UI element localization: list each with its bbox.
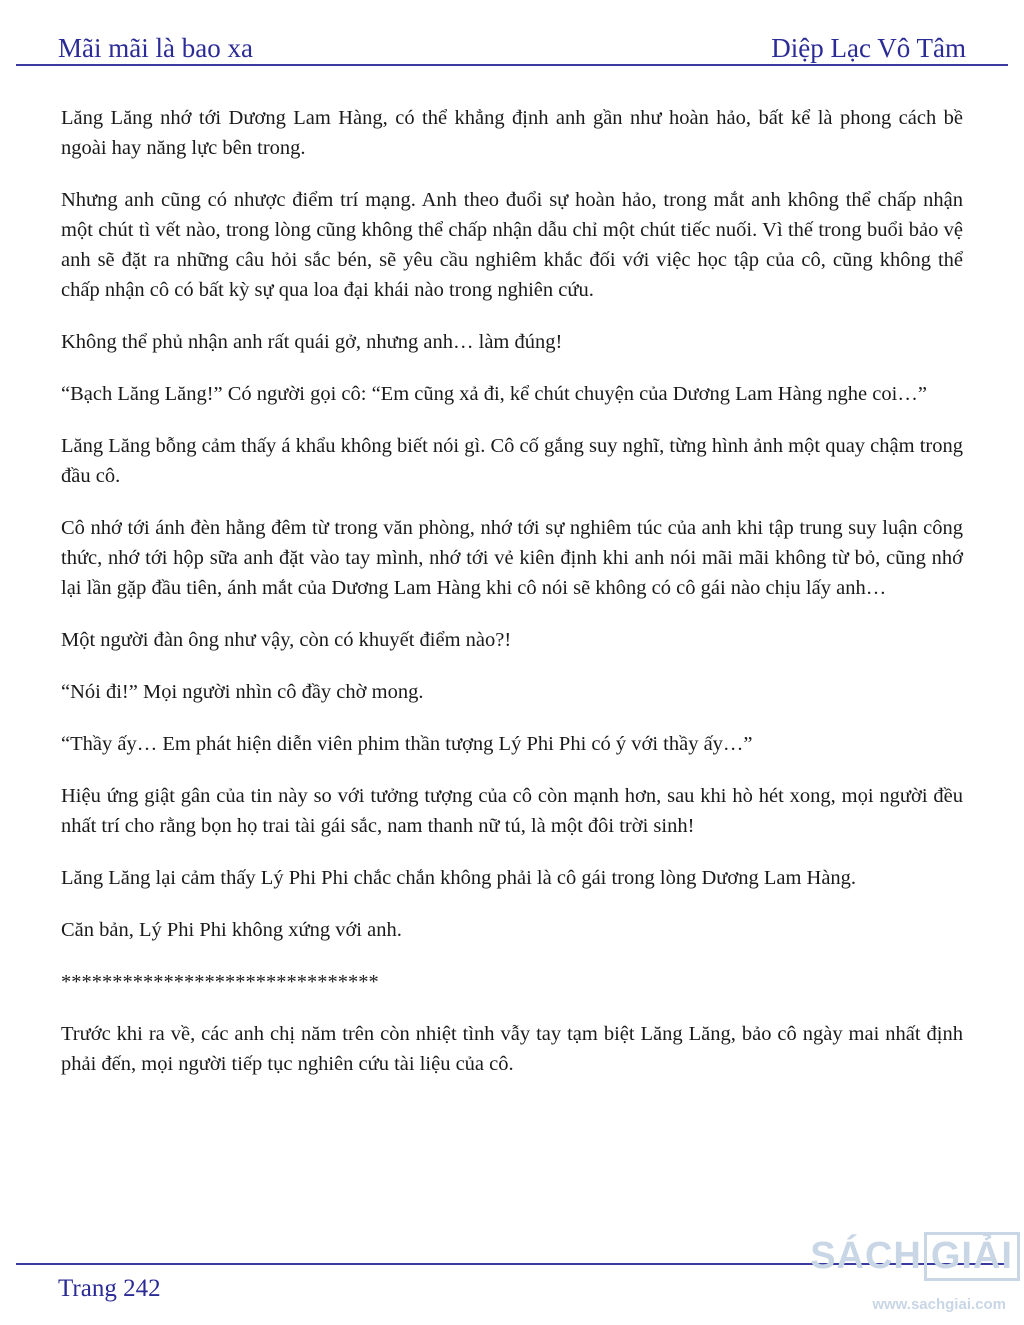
section-separator: ******************************* bbox=[61, 971, 379, 993]
watermark-url: www.sachgiai.com bbox=[872, 1296, 1006, 1313]
watermark bbox=[810, 1226, 1020, 1322]
header-divider bbox=[16, 64, 1008, 66]
page-body bbox=[61, 103, 963, 1101]
author-name: Diệp Lạc Vô Tâm bbox=[771, 33, 966, 63]
paragraph: Căn bản, Lý Phi Phi không xứng với anh. bbox=[61, 919, 402, 941]
paragraph: “Thầy ấy… Em phát hiện diễn viên phim thần tượng Lý Phi Phi có ý với thầy ấy…” bbox=[61, 733, 753, 755]
paragraph: Cô nhớ tới ánh đèn hằng đêm từ trong văn phòng, nhớ tới sự nghiêm túc của anh khi tập trung suy luận công thức, nhớ tới hộp sữa anh đặt vào tay mình, nhớ tới vẻ kiên định khi anh nói mãi mãi không từ bỏ, cũng nhớ lại lần gặp đầu tiên, ánh mắt của Dương Lam Hàng khi cô nói sẽ không có cô gái nào chịu lấy anh… bbox=[61, 517, 963, 599]
paragraph: “Bạch Lăng Lăng!” Có người gọi cô: “Em cũng xả đi, kể chút chuyện của Dương Lam Hàng nghe coi…” bbox=[61, 383, 927, 405]
paragraph: Lăng Lăng lại cảm thấy Lý Phi Phi chắc chắn không phải là cô gái trong lòng Dương Lam Hàng. bbox=[61, 867, 857, 889]
paragraph: Nhưng anh cũng có nhược điểm trí mạng. Anh theo đuổi sự hoàn hảo, trong mắt anh không thể chấp nhận một chút tì vết nào, trong lòng cũng không thể chấp nhận dẫu chỉ một chút tiếc nuối. Vì thế trong buổi bảo vệ anh sẽ đặt ra những câu hỏi sắc bén, sẽ yêu cầu nghiêm khắc đối với việc học tập của cô, cũng không thể chấp nhận cô có bất kỳ sự qua loa đại khái nào trong nghiên cứu. bbox=[61, 189, 963, 301]
paragraph: Một người đàn ông như vậy, còn có khuyết điểm nào?! bbox=[61, 629, 512, 651]
paragraph: Hiệu ứng giật gân của tin này so với tưởng tượng của cô còn mạnh hơn, sau khi hò hét xong, mọi người đều nhất trí cho rằng bọn họ trai tài gái sắc, nam thanh nữ tú, là một đôi trời sinh! bbox=[61, 785, 963, 837]
paragraph: Trước khi ra về, các anh chị năm trên còn nhiệt tình vẫy tay tạm biệt Lăng Lăng, bảo cô ngày mai nhất định phải đến, mọi người tiếp tục nghiên cứu tài liệu của cô. bbox=[61, 1023, 963, 1075]
watermark-logo-left: SÁCH bbox=[810, 1235, 922, 1277]
footer-divider bbox=[16, 1263, 1008, 1265]
paragraph: Lăng Lăng bỗng cảm thấy á khẩu không biết nói gì. Cô cố gắng suy nghĩ, từng hình ảnh một quay chậm trong đầu cô. bbox=[61, 435, 963, 487]
book-title: Mãi mãi là bao xa bbox=[58, 33, 253, 63]
page-header bbox=[58, 22, 966, 62]
paragraph: Không thể phủ nhận anh rất quái gở, nhưng anh… làm đúng! bbox=[61, 331, 563, 353]
paragraph: Lăng Lăng nhớ tới Dương Lam Hàng, có thể khẳng định anh gần như hoàn hảo, bất kể là phong cách bề ngoài hay năng lực bên trong. bbox=[61, 107, 963, 159]
watermark-logo bbox=[810, 1232, 1020, 1281]
paragraph: “Nói đi!” Mọi người nhìn cô đầy chờ mong. bbox=[61, 681, 424, 703]
page-number: Trang 242 bbox=[58, 1275, 161, 1302]
watermark-logo-boxed: GIẢI bbox=[924, 1232, 1020, 1281]
